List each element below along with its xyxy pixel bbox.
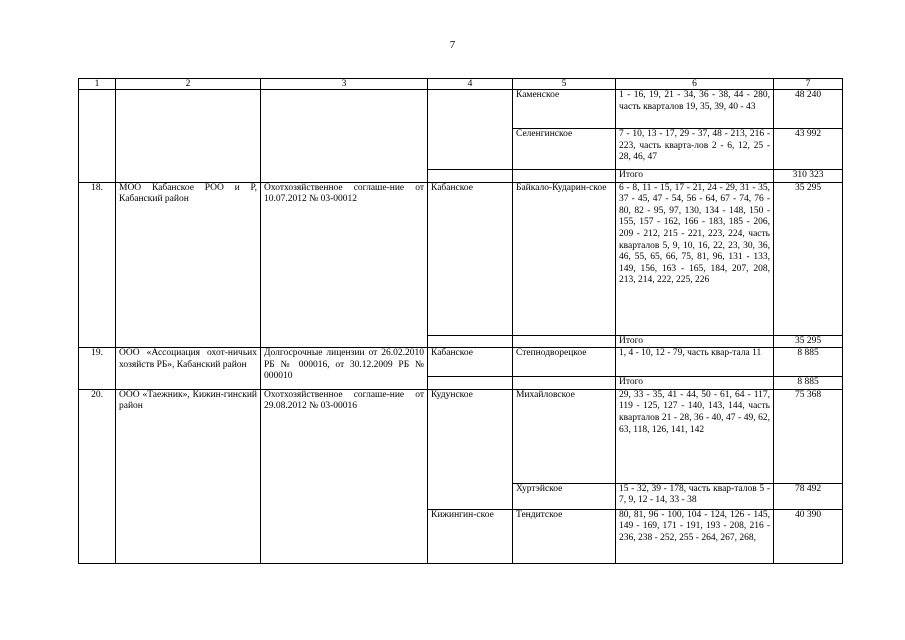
quarters-cell: 29, 33 - 35, 41 - 44, 50 - 61, 64 - 117, 119 - 125, 127 - 140, 143, 144, часть кварталов 21 - 28, 36 - 40, 47 - 49, 62, 63, 118, 126, 141, 142: [616, 389, 774, 483]
site-name-cell: Тендитское: [513, 509, 616, 563]
table-row: [79, 389, 843, 483]
entry-number-cell: 20.: [79, 389, 116, 563]
area-cell: 78 492: [774, 483, 843, 509]
area-cell: 8 885: [774, 348, 843, 377]
district-cell: Кабанское: [428, 348, 513, 377]
land-allocation-table: [78, 78, 843, 564]
column-header-1: 1: [79, 79, 116, 90]
empty-cell: [428, 170, 513, 183]
document-cell: Долгосрочные лицензии от 26.02.2010 РБ № 000016, от 30.12.2009 РБ № 000010: [261, 348, 428, 390]
table-row: [79, 348, 843, 377]
entry-number-cell: [79, 90, 116, 183]
document-cell: [261, 90, 428, 183]
column-header-7: 7: [774, 79, 843, 90]
site-name-cell: Каменское: [513, 90, 616, 129]
total-label: Итого: [616, 335, 774, 348]
total-label: Итого: [616, 170, 774, 183]
table-row: [79, 182, 843, 335]
quarters-cell: 1, 4 - 10, 12 - 79, часть квар-тала 11: [616, 348, 774, 377]
area-cell: 40 390: [774, 509, 843, 563]
district-cell: [428, 90, 513, 170]
organization-cell: ООО «Ассоциация охот-ничьих хозяйств РБ», Кабанский район: [116, 348, 261, 390]
organization-cell: ООО «Таежник», Кижин-гинский район: [116, 389, 261, 563]
table-row: [79, 90, 843, 129]
area-cell: 35 295: [774, 182, 843, 335]
organization-cell: МОО Кабанское РОО и Р, Кабанский район: [116, 182, 261, 348]
empty-cell: [428, 335, 513, 348]
quarters-cell: 15 - 32, 39 - 178, часть квар-талов 5 - 7, 9, 12 - 14, 33 - 38: [616, 483, 774, 509]
column-header-5: 5: [513, 79, 616, 90]
empty-cell: [513, 335, 616, 348]
quarters-cell: 80, 81, 96 - 100, 104 - 124, 126 - 145, 149 - 169, 171 - 191, 193 - 208, 216 - 236, 238 - 252, 255 - 264, 267, 268,: [616, 509, 774, 563]
area-cell: 75 368: [774, 389, 843, 483]
site-name-cell: Степнодворецкое: [513, 348, 616, 377]
empty-cell: [513, 377, 616, 390]
column-header-4: 4: [428, 79, 513, 90]
column-number-row: [79, 79, 843, 90]
entry-number-cell: 18.: [79, 182, 116, 348]
document-cell: Охотхозяйственное соглаше-ние от 10.07.2012 № 03-00012: [261, 182, 428, 348]
district-cell: Кижингин-ское: [428, 509, 513, 563]
district-cell: Кудунское: [428, 389, 513, 509]
empty-cell: [428, 377, 513, 390]
quarters-cell: 6 - 8, 11 - 15, 17 - 21, 24 - 29, 31 - 35, 37 - 45, 47 - 54, 56 - 64, 67 - 74, 76 - 80, 82 - 95, 97, 130, 134 - 148, 150 - 155, 157 - 162, 166 - 183, 185 - 206, 209 - 212, 215 - 221, 223, 224, часть кварталов 5, 9, 10, 16, 22, 23, 30, 36, 46, 55, 65, 66, 75, 81, 96, 131 - 133, 149, 156, 163 - 165, 184, 207, 208, 213, 214, 222, 225, 226: [616, 182, 774, 335]
area-cell: 43 992: [774, 129, 843, 170]
site-name-cell: Байкало-Кударин-ское: [513, 182, 616, 335]
site-name-cell: Селенгинское: [513, 129, 616, 170]
organization-cell: [116, 90, 261, 183]
page-number: 7: [449, 39, 456, 51]
column-header-6: 6: [616, 79, 774, 90]
column-header-3: 3: [261, 79, 428, 90]
site-name-cell: Хуртэйское: [513, 483, 616, 509]
quarters-cell: 7 - 10, 13 - 17, 29 - 37, 48 - 213, 216 - 223, часть кварта-лов 2 - 6, 12, 25 - 28, 46, 47: [616, 129, 774, 170]
total-area: 35 295: [774, 335, 843, 348]
column-header-2: 2: [116, 79, 261, 90]
document-cell: Охотхозяйственное соглаше-ние от 29.08.2012 № 03-00016: [261, 389, 428, 563]
area-cell: 48 240: [774, 90, 843, 129]
total-label: Итого: [616, 377, 774, 390]
total-area: 8 885: [774, 377, 843, 390]
site-name-cell: Михайловское: [513, 389, 616, 483]
empty-cell: [513, 170, 616, 183]
quarters-cell: 1 - 16, 19, 21 - 34, 36 - 38, 44 - 280, часть кварталов 19, 35, 39, 40 - 43: [616, 90, 774, 129]
total-area: 310 323: [774, 170, 843, 183]
district-cell: Кабанское: [428, 182, 513, 335]
entry-number-cell: 19.: [79, 348, 116, 390]
